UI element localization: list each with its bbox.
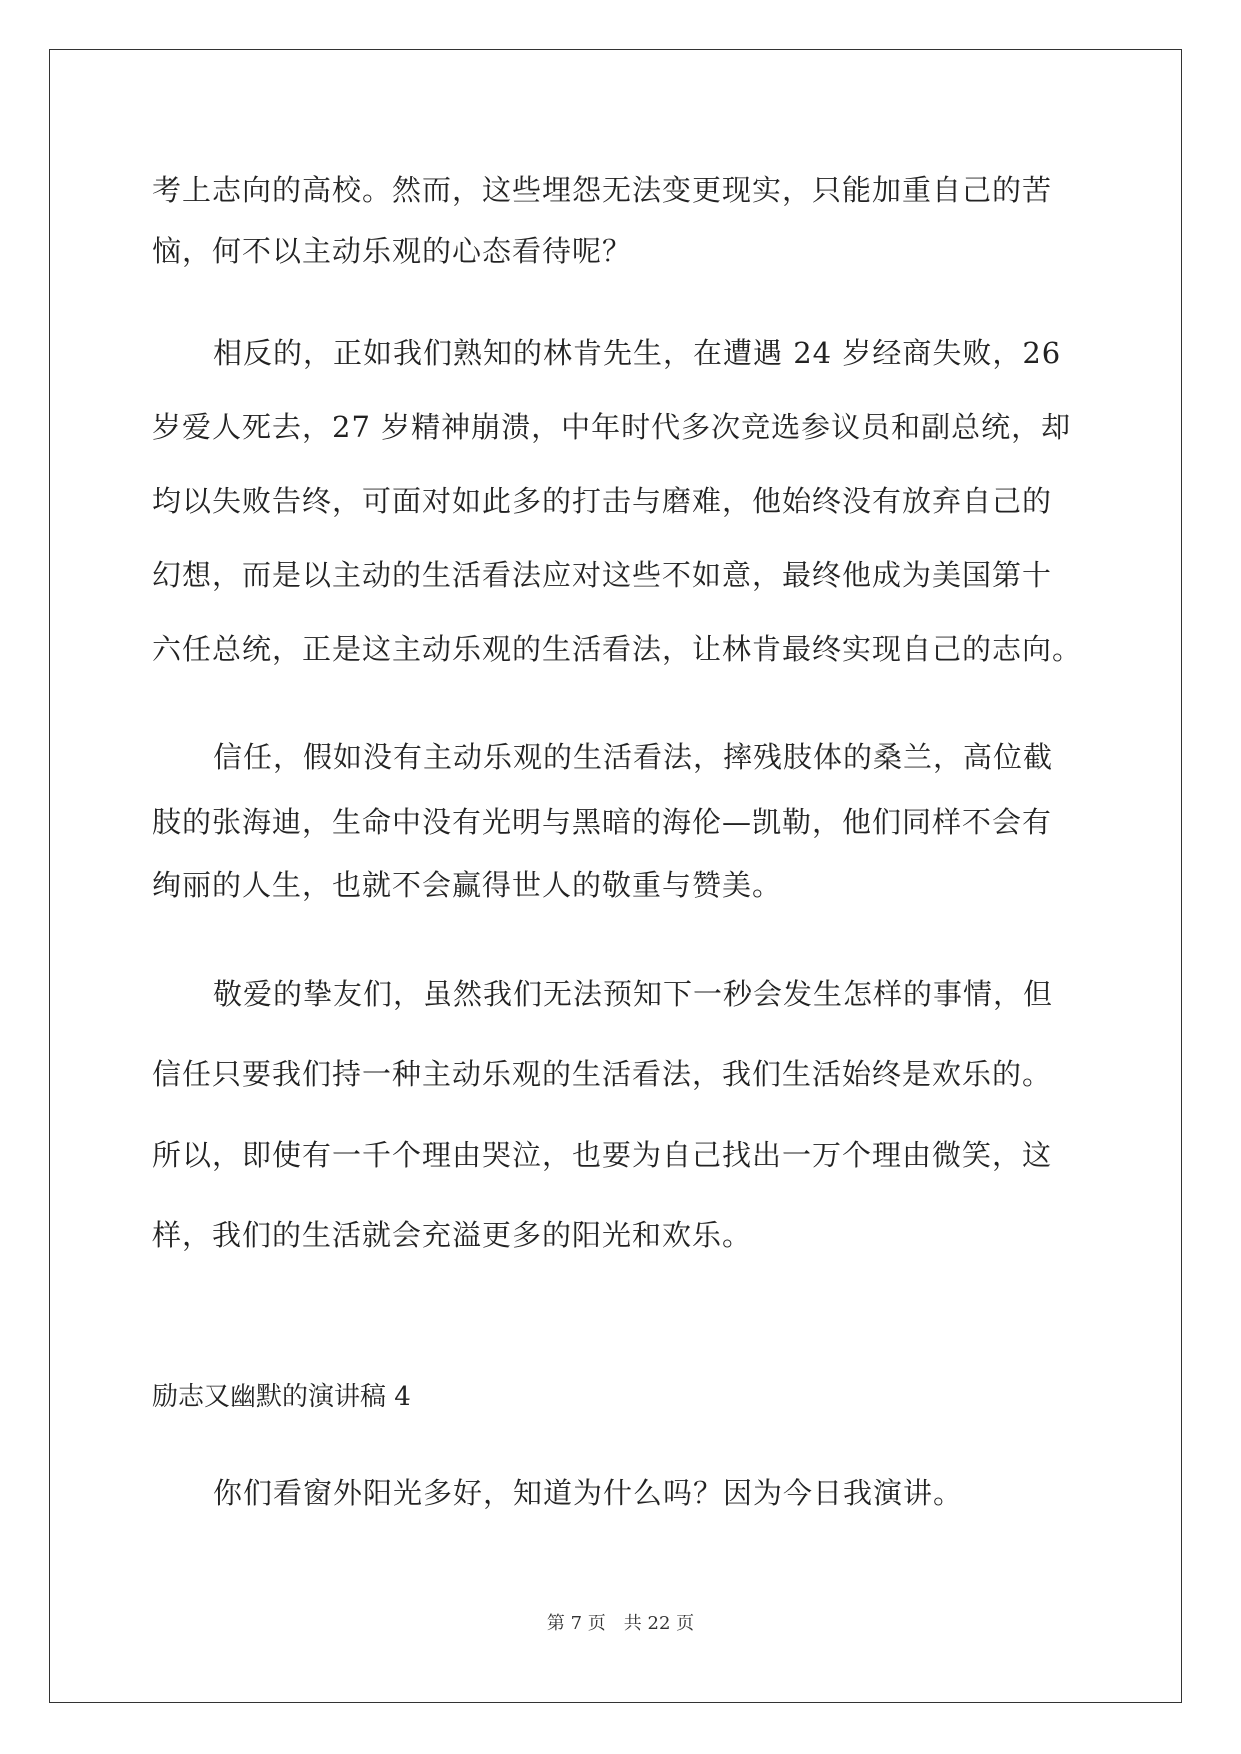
section-heading: 励志又幽默的演讲稿 4 <box>152 1382 411 1412</box>
paragraph-line: 信任只要我们持一种主动乐观的生活看法，我们生活始终是欢乐的。 <box>152 1057 1053 1091</box>
paragraph-line: 幻想，而是以主动的生活看法应对这些不如意，最终他成为美国第十 <box>152 558 1053 592</box>
paragraph-line: 信任，假如没有主动乐观的生活看法，摔残肢体的桑兰，高位截 <box>213 740 1054 774</box>
page-total: 共 22 页 <box>623 1613 695 1634</box>
paragraph-line: 相反的，正如我们熟知的林肯先生，在遭遇 24 岁经商失败，26 <box>213 336 1062 370</box>
paragraph-line: 肢的张海迪，生命中没有光明与黑暗的海伦—凯勒，他们同样不会有 <box>152 805 1053 839</box>
paragraph-line: 绚丽的人生，也就不会赢得世人的敬重与赞美。 <box>152 868 783 902</box>
paragraph-line: 恼，何不以主动乐观的心态看待呢？ <box>152 234 633 268</box>
paragraph-line: 岁爱人死去，27 岁精神崩溃，中年时代多次竞选参议员和副总统，却 <box>152 410 1072 444</box>
paragraph-line: 样，我们的生活就会充溢更多的阳光和欢乐。 <box>152 1218 753 1252</box>
paragraph-line: 均以失败告终，可面对如此多的打击与磨难，他始终没有放弃自己的 <box>152 484 1053 518</box>
page-number: 第 7 页 <box>546 1613 606 1634</box>
paragraph-line: 你们看窗外阳光多好，知道为什么吗？因为今日我演讲。 <box>213 1476 964 1510</box>
paragraph-line: 敬爱的挚友们，虽然我们无法预知下一秒会发生怎样的事情，但 <box>213 977 1054 1011</box>
paragraph-line: 考上志向的高校。然而，这些埋怨无法变更现实，只能加重自己的苦 <box>152 173 1053 207</box>
paragraph-line: 所以，即使有一千个理由哭泣，也要为自己找出一万个理由微笑，这 <box>152 1138 1053 1172</box>
page-footer <box>0 1612 1241 1636</box>
paragraph-line: 六任总统，正是这主动乐观的生活看法，让林肯最终实现自己的志向。 <box>152 632 1083 666</box>
